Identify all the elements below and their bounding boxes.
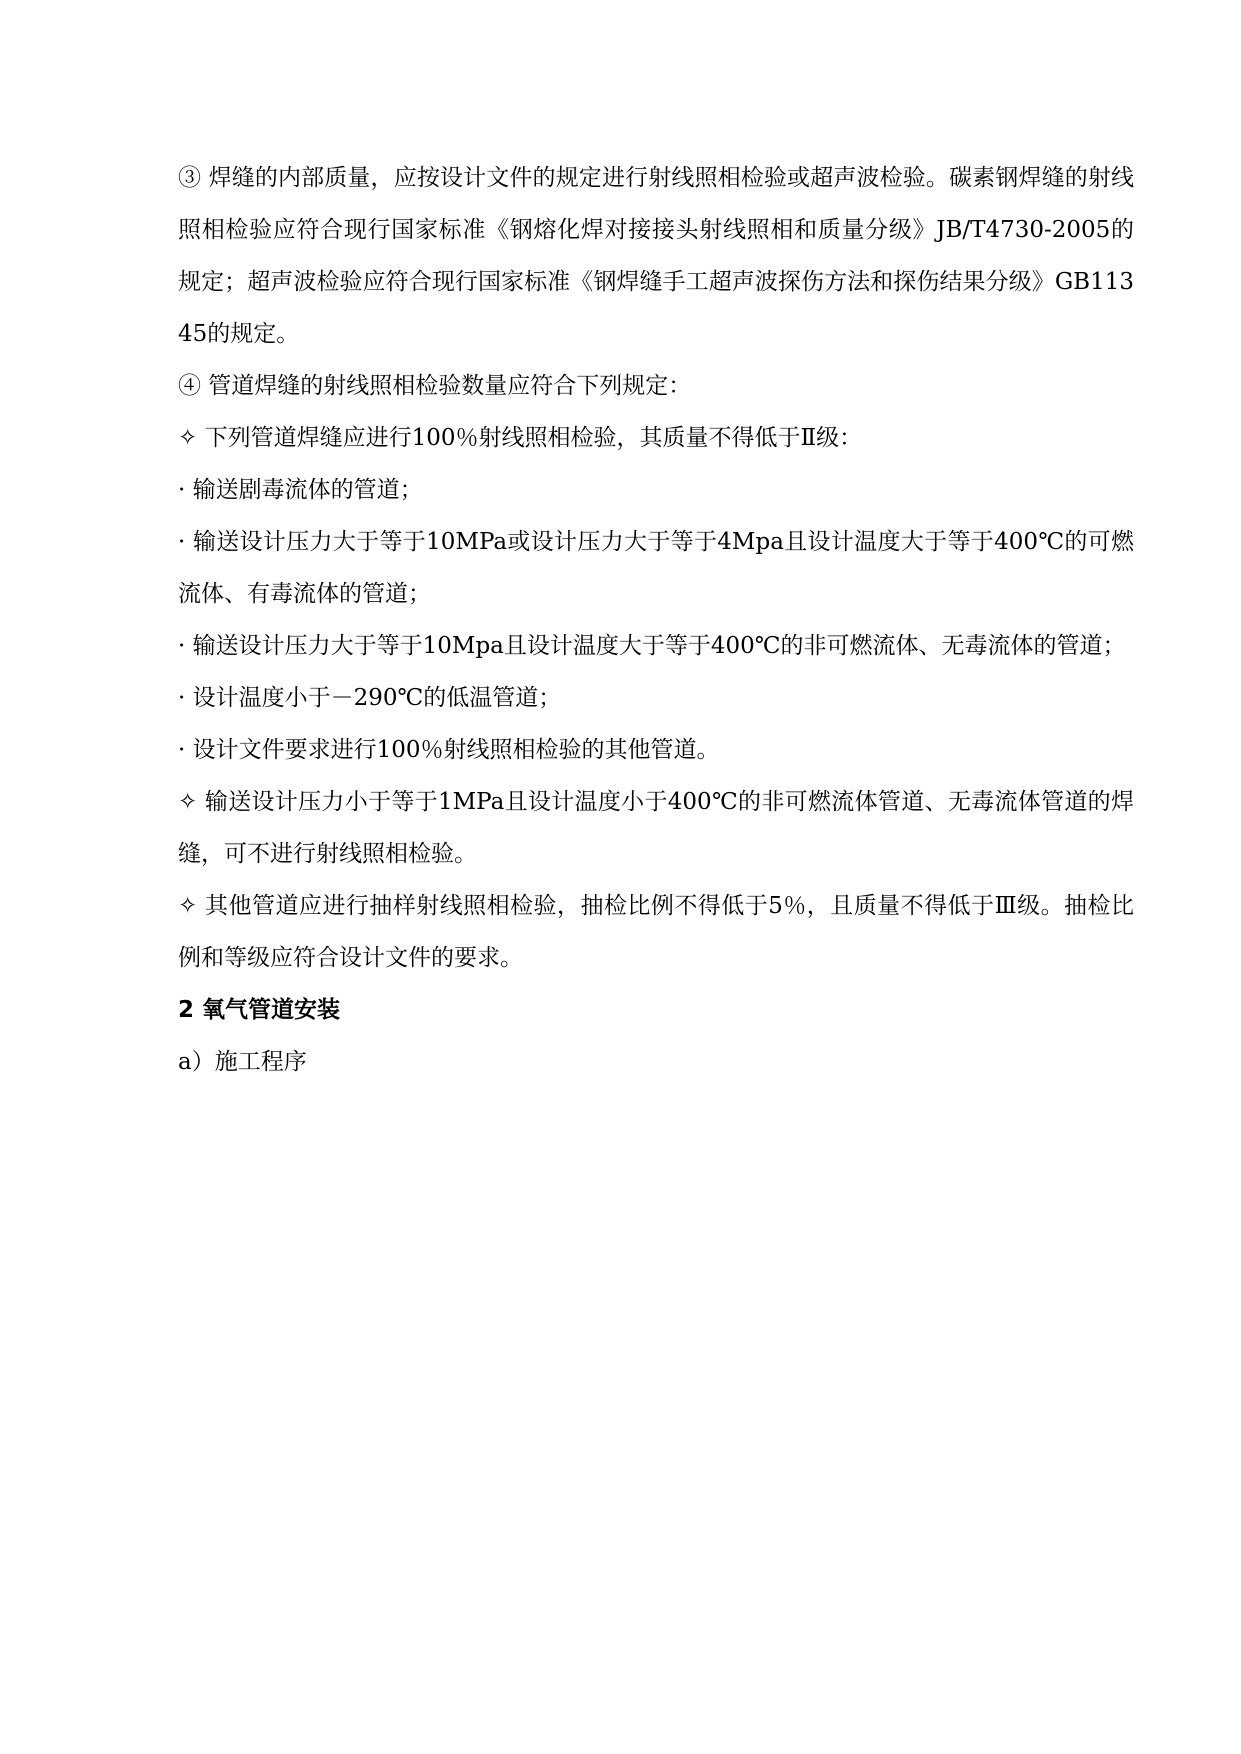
bullet-high-pressure-nonflammable: · 输送设计压力大于等于10Mpa且设计温度大于等于400℃的非可燃流体、无毒流体的管道； — [178, 633, 1126, 659]
list-item-exempt: ✧ 输送设计压力小于等于1MPa且设计温度小于400℃的非可燃流体管道、无毒流体管道的焊缝，可不进行射线照相检验。 — [178, 789, 1134, 867]
bullet-design-required: · 设计文件要求进行100％射线照相检验的其他管道。 — [178, 737, 720, 763]
bullet-low-temperature: · 设计温度小于－290℃的低温管道； — [178, 685, 562, 711]
paragraph-internal-quality: ③ 焊缝的内部质量，应按设计文件的规定进行射线照相检验或超声波检验。碳素钢焊缝的射线照相检验应符合现行国家标准《钢熔化焊对接接头射线照相和质量分级》JB/T4730-2005的规定；超声波检验应符合现行国家标准《钢焊缝手工超声波探伤方法和探伤结果分级》GB11345的规定。 — [178, 165, 1134, 347]
paragraph-inspection-quantity: ④ 管道焊缝的射线照相检验数量应符合下列规定： — [178, 373, 692, 399]
section-heading: 2 氧气管道安装 — [178, 997, 341, 1023]
list-item-sampling: ✧ 其他管道应进行抽样射线照相检验，抽检比例不得低于5％，且质量不得低于Ⅲ级。抽检比例和等级应符合设计文件的要求。 — [178, 893, 1134, 971]
subsection-label: a）施工程序 — [178, 1049, 307, 1075]
bullet-toxic-fluid: · 输送剧毒流体的管道； — [178, 477, 423, 503]
page-content — [178, 152, 1134, 1088]
list-item-full-inspection: ✧ 下列管道焊缝应进行100％射线照相检验，其质量不得低于Ⅱ级： — [178, 425, 863, 451]
bullet-high-pressure-flammable: · 输送设计压力大于等于10MPa或设计压力大于等于4Mpa且设计温度大于等于400℃的可燃流体、有毒流体的管道； — [178, 529, 1134, 607]
